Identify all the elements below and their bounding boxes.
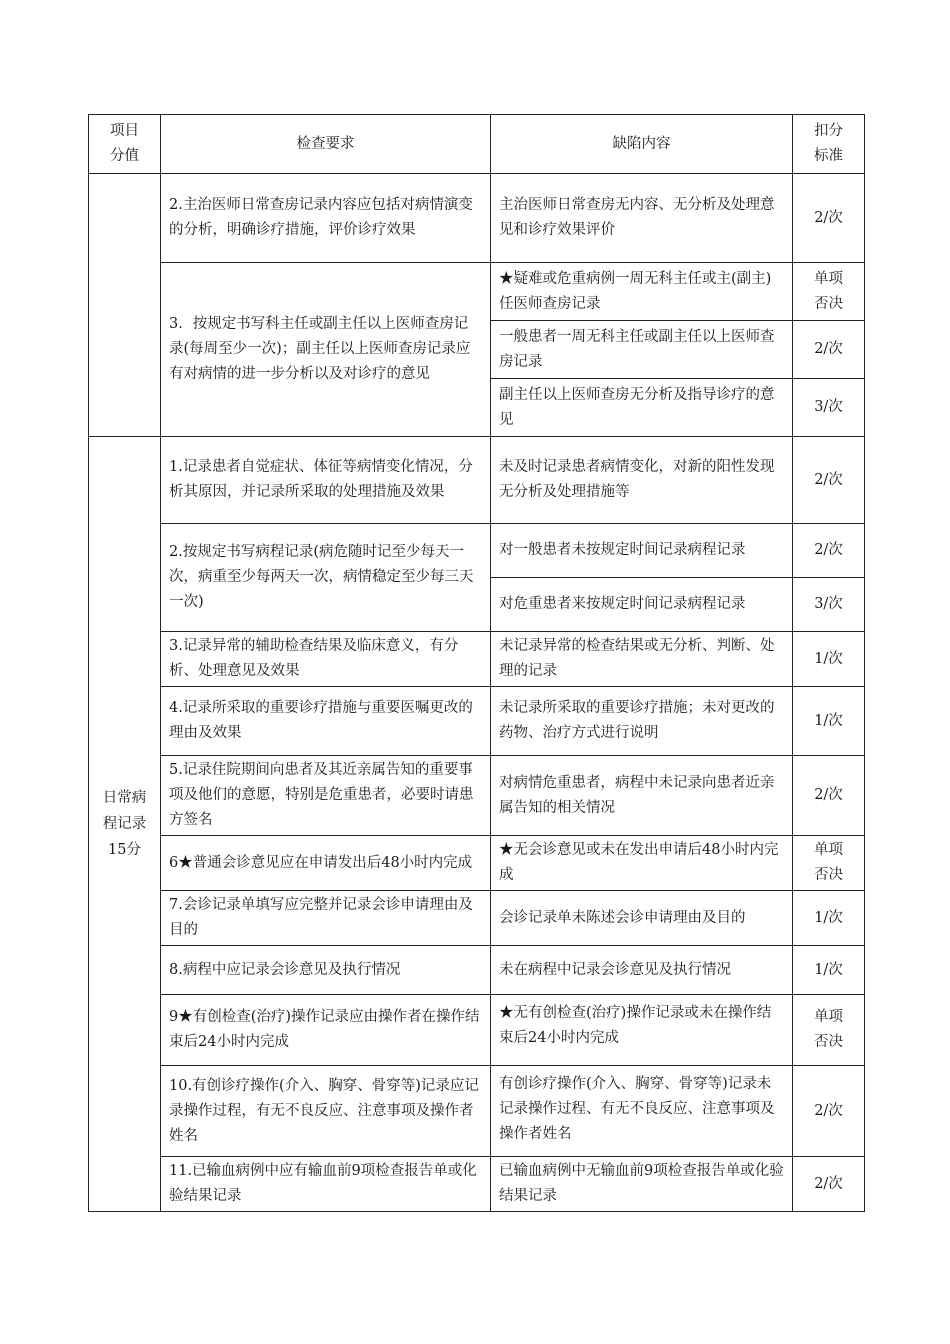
item-score-line: 日常病 bbox=[102, 790, 147, 806]
inspection-standards-table bbox=[88, 114, 865, 1212]
defect-cell: 未在病程中记录会诊意见及执行情况 bbox=[491, 946, 793, 995]
header-requirement: 检查要求 bbox=[161, 115, 491, 174]
table-row bbox=[89, 946, 865, 995]
table-row bbox=[89, 632, 865, 687]
requirement-cell: 6★普通会诊意见应在申请发出后48小时内完成 bbox=[161, 836, 491, 891]
table-row bbox=[89, 687, 865, 756]
item-score-cell bbox=[89, 174, 161, 437]
deduction-cell bbox=[793, 263, 865, 321]
defect-cell: 会诊记录单未陈述会诊申请理由及目的 bbox=[491, 891, 793, 946]
deduction-line: 否决 bbox=[814, 1034, 843, 1050]
table-row bbox=[89, 1066, 865, 1157]
table-row bbox=[89, 836, 865, 891]
deduction-cell: 2/次 bbox=[793, 1157, 865, 1212]
requirement-cell: 2.按规定书写病程记录(病危随时记至少每天一次，病重至少每两天一次，病情稳定至少每三天一次) bbox=[161, 524, 491, 632]
table-row bbox=[89, 263, 865, 321]
table-row bbox=[89, 891, 865, 946]
header-deduction-line: 扣分 bbox=[814, 123, 843, 139]
table-header-row bbox=[89, 115, 865, 174]
defect-cell: 有创诊疗操作(介入、胸穿、骨穿等)记录未记录操作过程、有无不良反应、注意事项及操作者姓名 bbox=[491, 1066, 793, 1157]
deduction-cell: 1/次 bbox=[793, 946, 865, 995]
header-item-score bbox=[89, 115, 161, 174]
item-score-line: 15分 bbox=[108, 842, 141, 858]
deduction-cell bbox=[793, 995, 865, 1066]
deduction-line: 单项 bbox=[814, 1009, 843, 1025]
deduction-cell bbox=[793, 836, 865, 891]
table-row bbox=[89, 756, 865, 836]
requirement-cell: 5.记录住院期间向患者及其近亲属告知的重要事项及他们的意愿，特别是危重患者，必要时请患方签名 bbox=[161, 756, 491, 836]
requirement-cell: 8.病程中应记录会诊意见及执行情况 bbox=[161, 946, 491, 995]
deduction-cell: 1/次 bbox=[793, 891, 865, 946]
table-row bbox=[89, 995, 865, 1066]
deduction-line: 否决 bbox=[814, 867, 843, 883]
deduction-cell: 1/次 bbox=[793, 687, 865, 756]
requirement-cell: 10.有创诊疗操作(介入、胸穿、骨穿等)记录应记录操作过程，有无不良反应、注意事项及操作者姓名 bbox=[161, 1066, 491, 1157]
item-score-cell bbox=[89, 437, 161, 1212]
deduction-cell: 3/次 bbox=[793, 379, 865, 437]
item-score-line: 程记录 bbox=[102, 816, 147, 832]
defect-cell: 对一般患者未按规定时间记录病程记录 bbox=[491, 524, 793, 578]
defect-cell: 主治医师日常查房无内容、无分析及处理意见和诊疗效果评价 bbox=[491, 174, 793, 263]
defect-cell: 未及时记录患者病情变化，对新的阳性发现无分析及处理措施等 bbox=[491, 437, 793, 524]
table-row bbox=[89, 1157, 865, 1212]
requirement-cell: 2.主治医师日常查房记录内容应包括对病情演变的分析，明确诊疗措施，评价诊疗效果 bbox=[161, 174, 491, 263]
requirement-cell: 9★有创检查(治疗)操作记录应由操作者在操作结束后24小时内完成 bbox=[161, 995, 491, 1066]
deduction-cell: 2/次 bbox=[793, 321, 865, 379]
deduction-line: 否决 bbox=[814, 295, 843, 312]
requirement-cell: 7.会诊记录单填写应完整并记录会诊申请理由及目的 bbox=[161, 891, 491, 946]
requirement-cell: 3．按规定书写科主任或副主任以上医师查房记录(每周至少一次)；副主任以上医师查房记录应有对病情的进一步分析以及对诊疗的意见 bbox=[161, 263, 491, 437]
table-row bbox=[89, 174, 865, 263]
defect-cell: ★疑难或危重病例一周无科主任或主(副主)任医师查房记录 bbox=[491, 263, 793, 321]
header-defect: 缺陷内容 bbox=[491, 115, 793, 174]
defect-cell: ★无有创检查(治疗)操作记录或未在操作结束后24小时内完成 bbox=[491, 995, 793, 1066]
defect-cell: 副主任以上医师查房无分析及指导诊疗的意见 bbox=[491, 379, 793, 437]
deduction-cell: 2/次 bbox=[793, 174, 865, 263]
defect-cell: 未记录所采取的重要诊疗措施；未对更改的药物、治疗方式进行说明 bbox=[491, 687, 793, 756]
deduction-cell: 2/次 bbox=[793, 437, 865, 524]
requirement-cell: 1.记录患者自觉症状、体征等病情变化情况，分析其原因，并记录所采取的处理措施及效果 bbox=[161, 437, 491, 524]
deduction-cell: 2/次 bbox=[793, 1066, 865, 1157]
deduction-cell: 2/次 bbox=[793, 524, 865, 578]
header-item-score-line: 项目 bbox=[110, 123, 139, 139]
deduction-cell: 1/次 bbox=[793, 632, 865, 687]
requirement-cell: 4.记录所采取的重要诊疗措施与重要医嘱更改的理由及效果 bbox=[161, 687, 491, 756]
defect-cell: ★无会诊意见或未在发出申请后48小时内完成 bbox=[491, 836, 793, 891]
defect-cell: 未记录异常的检查结果或无分析、判断、处理的记录 bbox=[491, 632, 793, 687]
defect-cell: 一般患者一周无科主任或副主任以上医师查房记录 bbox=[491, 321, 793, 379]
table-row bbox=[89, 524, 865, 578]
defect-cell: 对病情危重患者，病程中未记录向患者近亲属告知的相关情况 bbox=[491, 756, 793, 836]
requirement-cell: 3.记录异常的辅助检查结果及临床意义，有分析、处理意见及效果 bbox=[161, 632, 491, 687]
defect-cell: 已输血病例中无输血前9项检查报告单或化验结果记录 bbox=[491, 1157, 793, 1212]
deduction-line: 单项 bbox=[814, 270, 843, 287]
deduction-cell: 2/次 bbox=[793, 756, 865, 836]
deduction-cell: 3/次 bbox=[793, 578, 865, 632]
defect-cell: 对危重患者来按规定时间记录病程记录 bbox=[491, 578, 793, 632]
header-deduction-line: 标准 bbox=[814, 148, 843, 164]
header-deduction bbox=[793, 115, 865, 174]
header-item-score-line: 分值 bbox=[110, 148, 139, 164]
requirement-cell: 11.已输血病例中应有输血前9项检查报告单或化验结果记录 bbox=[161, 1157, 491, 1212]
deduction-line: 单项 bbox=[814, 842, 843, 858]
table-row bbox=[89, 437, 865, 524]
